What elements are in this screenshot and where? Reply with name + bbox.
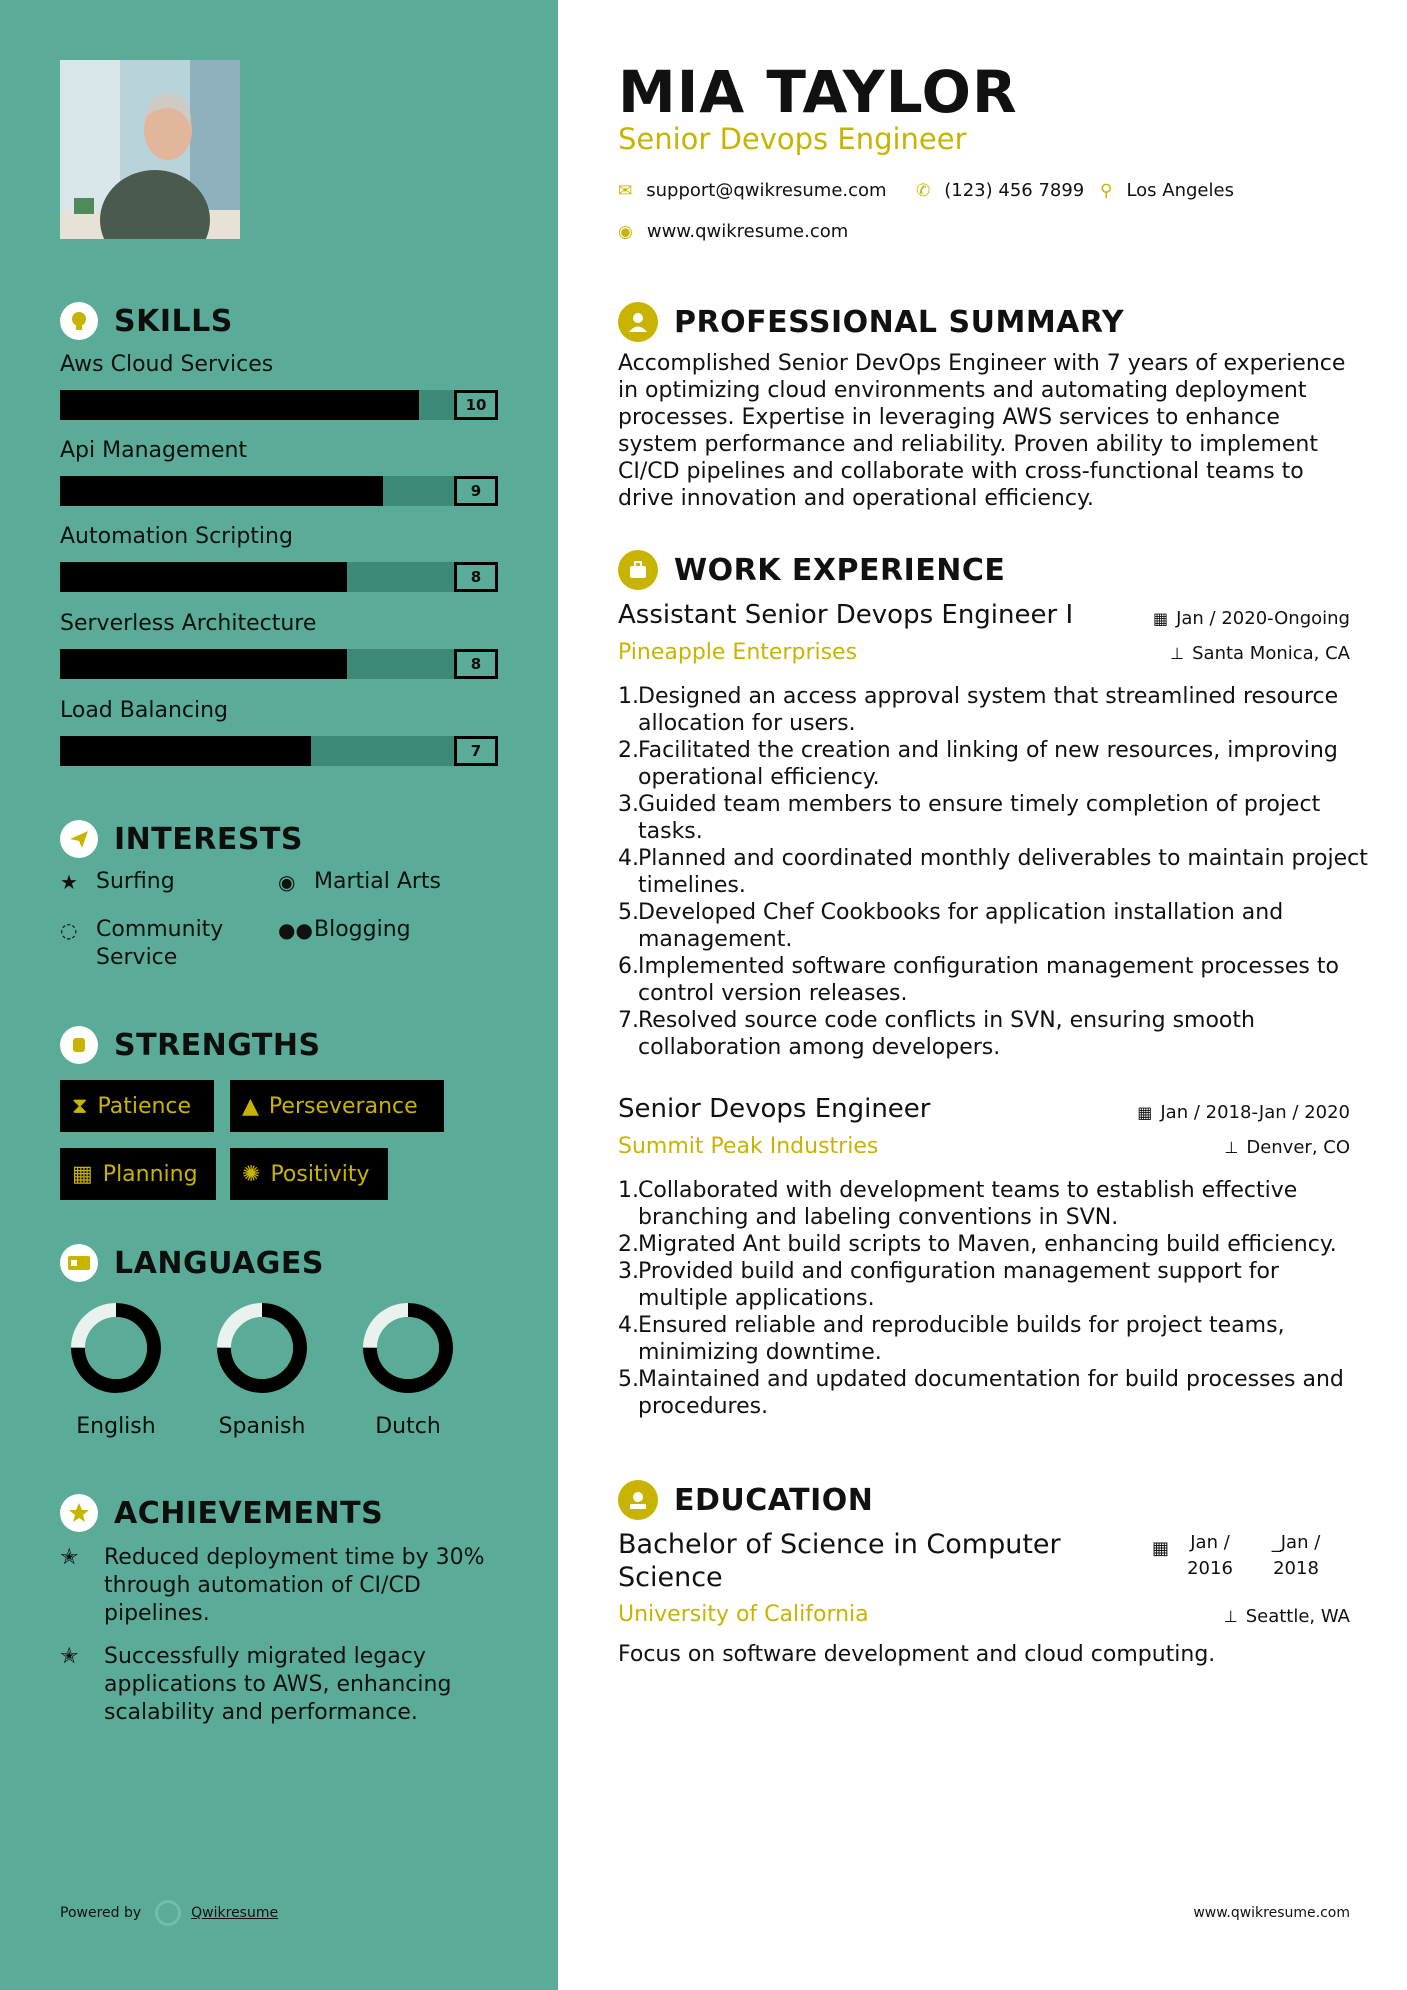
calendar-icon: ▦ <box>1137 1103 1153 1122</box>
skill-fill <box>60 390 419 420</box>
medal-star-icon: ✭ <box>60 1545 79 1570</box>
skill-label: Api Management <box>60 438 248 463</box>
road-icon: ▲ <box>242 1093 259 1119</box>
start-date-year: 2016 <box>1187 1558 1233 1579</box>
job-title: Assistant Senior Devops Engineer I <box>618 600 1074 630</box>
job-bullet: 3. Provided build and configuration management support for multiple applications. <box>618 1258 1368 1312</box>
id-card-icon <box>60 1244 98 1282</box>
medal-star-icon: ✭ <box>60 1644 79 1669</box>
skill-level: 8 <box>454 562 498 592</box>
briefcase-icon <box>618 550 658 590</box>
achievements-header <box>60 1494 383 1532</box>
location-text: Los Angeles <box>1126 180 1234 201</box>
calendar-icon: ▦ <box>72 1161 93 1187</box>
skill-bar <box>60 736 498 766</box>
interest-item <box>60 916 260 972</box>
languages-title: LANGUAGES <box>114 1245 324 1281</box>
job-bullet-text: Provided build and configuration management support for multiple applications. <box>638 1259 1279 1311</box>
education-dates <box>1152 1530 1349 1582</box>
strength-chip <box>230 1080 444 1132</box>
work-header <box>618 550 1005 590</box>
location-contact <box>1100 180 1234 201</box>
job-bullets <box>618 683 1368 1061</box>
star-badge-icon <box>60 1494 98 1532</box>
paper-plane-icon <box>60 820 98 858</box>
skill-level: 10 <box>454 390 498 420</box>
end-date-month: _Jan / <box>1271 1532 1321 1553</box>
main-content <box>558 0 1407 1990</box>
email-contact[interactable] <box>618 180 887 201</box>
skills-title: SKILLS <box>114 303 233 339</box>
profile-photo <box>60 60 240 239</box>
skill-fill <box>60 736 311 766</box>
language-label: Spanish <box>218 1414 306 1439</box>
phone-icon: ✆ <box>916 180 931 201</box>
achievement-text: Successfully migrated legacy applications to AWS, enhancing scalability and performance. <box>104 1644 452 1725</box>
interests-header <box>60 820 303 858</box>
calendar-icon: ▦ <box>1152 609 1169 628</box>
shield-icon: ◌ <box>60 918 78 942</box>
job-dates-text: Jan / 2018-Jan / 2020 <box>1160 1102 1350 1123</box>
strengths-header <box>60 1026 321 1064</box>
skill-label: Automation Scripting <box>60 524 293 549</box>
job-bullet-text: Ensured reliable and reproducible builds for project teams, minimizing downtime. <box>638 1313 1285 1365</box>
pushpin-icon: ⊥ <box>1224 1138 1239 1157</box>
pushpin-icon: ⊥ <box>1170 644 1185 663</box>
strengths-title: STRENGTHS <box>114 1027 321 1063</box>
skill-bar <box>60 562 498 592</box>
work-title: WORK EXPERIENCE <box>674 552 1006 588</box>
job-bullet-text: Guided team members to ensure timely completion of project tasks. <box>638 792 1321 844</box>
interest-item <box>278 916 411 944</box>
envelope-icon: ✉ <box>618 180 633 201</box>
job-location <box>1170 643 1350 664</box>
skill-label: Aws Cloud Services <box>60 352 274 377</box>
job-bullet-text: Designed an access approval system that streamlined resource allocation for users. <box>638 684 1339 736</box>
job-location-text: Denver, CO <box>1246 1137 1350 1158</box>
job-bullets <box>618 1177 1368 1420</box>
language-donut <box>66 1298 166 1402</box>
candidate-name: MIA TAYLOR <box>618 58 1018 126</box>
job-bullet: 5. Developed Chef Cookbooks for application installation and management. <box>618 899 1368 953</box>
school-name: University of California <box>618 1602 869 1627</box>
start-date-month: Jan / <box>1190 1532 1230 1553</box>
end-date-year: 2018 <box>1273 1558 1319 1579</box>
job-company: Pineapple Enterprises <box>618 640 858 665</box>
summary-text: Accomplished Senior DevOps Engineer with 7 years of experience in optimizing cloud environments and automating deployment processes. Expertise in leveraging AWS services to enhance system performance and reliability. Proven ability to implement CI/CD pipelines and collaborate with cross-functional teams to drive innovation and operational efficiency. <box>618 351 1346 511</box>
skill-fill <box>60 476 383 506</box>
hourglass-icon: ⧗ <box>72 1093 88 1119</box>
website-contact[interactable] <box>618 221 848 242</box>
job-location <box>1224 1137 1350 1158</box>
globe-icon: ◉ <box>278 870 296 894</box>
job-company: Summit Peak Industries <box>618 1134 879 1159</box>
map-pin-icon: ⚲ <box>1100 180 1113 201</box>
job-bullet-text: Implemented software configuration management processes to control version releases. <box>638 954 1339 1006</box>
skill-bar <box>60 476 498 506</box>
strength-chip <box>60 1148 216 1200</box>
education-header <box>618 1480 873 1520</box>
job-bullet-text: Resolved source code conflicts in SVN, ensuring smooth collaboration among developers. <box>638 1008 1255 1060</box>
degree-title: Bachelor of Science in Computer Science <box>618 1529 1061 1593</box>
candidate-role: Senior Devops Engineer <box>618 122 967 156</box>
language-donut <box>358 1298 458 1402</box>
interest-label: Community Service <box>96 917 224 970</box>
strength-label: Planning <box>102 1161 198 1187</box>
job-dates <box>1153 608 1350 629</box>
interest-item <box>60 868 175 896</box>
powered-by <box>60 1900 278 1926</box>
job-bullet: 3. Guided team members to ensure timely completion of project tasks. <box>618 791 1368 845</box>
job-bullet-text: Planned and coordinated monthly deliverables to maintain project timelines. <box>638 846 1368 898</box>
phone-text: (123) 456 7899 <box>944 180 1085 201</box>
job-location-text: Santa Monica, CA <box>1192 643 1350 664</box>
skill-level: 8 <box>454 649 498 679</box>
skill-bar <box>60 649 498 679</box>
school-location <box>1224 1606 1350 1627</box>
education-title: EDUCATION <box>674 1482 874 1518</box>
summary-title: PROFESSIONAL SUMMARY <box>674 304 1125 340</box>
user-icon <box>618 302 658 342</box>
interests-title: INTERESTS <box>114 821 303 857</box>
interest-label: Martial Arts <box>314 869 442 894</box>
skill-fill <box>60 649 347 679</box>
job-bullet: 6. Implemented software configuration management processes to control version releases. <box>618 953 1368 1007</box>
summary-header <box>618 302 1124 342</box>
job-bullet: 7. Resolved source code conflicts in SVN, ensuring smooth collaboration among developers. <box>618 1007 1368 1061</box>
strength-label: Positivity <box>270 1161 370 1187</box>
job-bullet: 4. Ensured reliable and reproducible builds for project teams, minimizing downtime. <box>618 1312 1368 1366</box>
phone-contact[interactable] <box>916 180 1084 201</box>
achievement-text: Reduced deployment time by 30% through automation of CI/CD pipelines. <box>104 1545 485 1626</box>
interest-label: Surfing <box>96 869 175 894</box>
job-bullet: 2. Migrated Ant build scripts to Maven, enhancing build efficiency. <box>618 1232 1337 1257</box>
achievements-title: ACHIEVEMENTS <box>114 1495 384 1531</box>
email-text: support@qwikresume.com <box>646 180 887 201</box>
language-label: English <box>76 1414 156 1439</box>
job-bullet-text: Facilitated the creation and linking of new resources, improving operational efficiency. <box>638 738 1338 790</box>
achievement-item <box>60 1544 500 1628</box>
fist-icon <box>60 1026 98 1064</box>
star-icon: ★ <box>60 870 78 894</box>
strength-chip <box>60 1080 214 1132</box>
languages-header <box>60 1244 324 1282</box>
job-bullet: 1. Collaborated with development teams to establish effective branching and labeling conventions in SVN. <box>618 1177 1368 1231</box>
job-bullet-text: Migrated Ant build scripts to Maven, enhancing build efficiency. <box>638 1232 1337 1257</box>
start-date <box>1177 1530 1243 1582</box>
education-note: Focus on software development and cloud computing. <box>618 1642 1216 1667</box>
job-bullet: 1. Designed an access approval system that streamlined resource allocation for users. <box>618 683 1368 737</box>
language-label: Dutch <box>375 1414 441 1439</box>
skill-level: 7 <box>454 736 498 766</box>
strength-chip <box>230 1148 388 1200</box>
sidebar <box>0 0 558 1990</box>
sun-icon: ✺ <box>242 1161 261 1187</box>
strength-label: Patience <box>97 1093 192 1119</box>
users-icon: ●● <box>278 918 313 942</box>
job-dates <box>1137 1102 1350 1123</box>
powered-label: Powered by <box>60 1905 142 1921</box>
footer-website[interactable]: www.qwikresume.com <box>1193 1905 1350 1921</box>
strength-label: Perseverance <box>268 1093 418 1119</box>
website-text: www.qwikresume.com <box>646 221 849 242</box>
qwikresume-link[interactable]: Qwikresume <box>191 1905 279 1921</box>
interest-item <box>278 868 441 896</box>
job-bullet: 5. Maintained and updated documentation for build processes and procedures. <box>618 1366 1368 1420</box>
language-donut <box>212 1298 312 1402</box>
job-dates-text: Jan / 2020-Ongoing <box>1176 608 1350 629</box>
interest-label: Blogging <box>314 917 411 942</box>
job-bullet-text: Collaborated with development teams to establish effective branching and labeling conventions in SVN. <box>638 1178 1298 1230</box>
globe-icon: ◉ <box>618 221 633 242</box>
skill-bar <box>60 390 498 420</box>
qwikresume-logo-icon <box>155 1900 181 1926</box>
job-bullet-text: Developed Chef Cookbooks for application installation and management. <box>638 900 1284 952</box>
calendar-icon: ▦ <box>1152 1538 1170 1559</box>
skill-fill <box>60 562 347 592</box>
skill-label: Load Balancing <box>60 698 228 723</box>
end-date <box>1263 1530 1329 1582</box>
job-bullet: 4. Planned and coordinated monthly deliverables to maintain project timelines. <box>618 846 1368 898</box>
lightbulb-icon <box>60 302 98 340</box>
skill-level: 9 <box>454 476 498 506</box>
skills-header <box>60 302 233 340</box>
school-location-text: Seattle, WA <box>1245 1606 1350 1627</box>
skill-label: Serverless Architecture <box>60 611 317 636</box>
job-title: Senior Devops Engineer <box>618 1094 931 1124</box>
achievement-item <box>60 1643 500 1727</box>
job-bullet: 2. Facilitated the creation and linking of new resources, improving operational efficiency. <box>618 737 1368 791</box>
job-bullet-text: Maintained and updated documentation for build processes and procedures. <box>638 1367 1344 1419</box>
graduate-icon <box>618 1480 658 1520</box>
pushpin-icon: ⊥ <box>1223 1607 1238 1626</box>
